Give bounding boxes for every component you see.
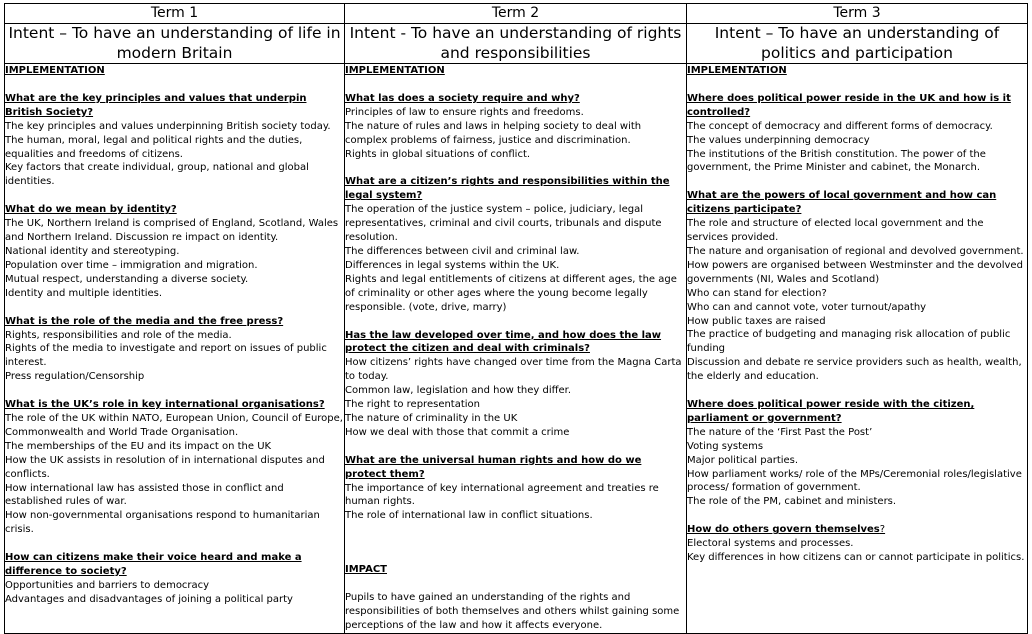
implementation-heading: IMPLEMENTATION xyxy=(5,65,105,76)
section-question: What are the universal human rights and how do we protect them? xyxy=(345,454,642,480)
section-line: Population over time – immigration and migration. xyxy=(5,259,258,271)
section-line: The nature and organisation of regional and devolved government. xyxy=(687,245,1024,257)
section-line: The nature of criminality in the UK xyxy=(345,412,518,424)
section-line: The differences between civil and criminal law. xyxy=(345,245,580,257)
section-line: The practice of budgeting and managing risk allocation of public funding xyxy=(687,329,1011,355)
section-line: Identity and multiple identities. xyxy=(5,287,163,299)
section-line: Who can and cannot vote, voter turnout/apathy xyxy=(687,301,927,313)
section-question: What is the role of the media and the free press? xyxy=(5,315,284,327)
section-question: What are the key principles and values that underpin British Society? xyxy=(5,92,307,118)
section-line: How citizens’ rights have changed over time from the Magna Carta to today. xyxy=(345,357,682,383)
section-line: The values underpinning democracy xyxy=(687,134,870,146)
term-1-title: Term 1 xyxy=(5,4,345,24)
section-line: The role and structure of elected local government and the services provided. xyxy=(687,218,984,244)
section-line: Who can stand for election? xyxy=(687,287,827,299)
intent-row xyxy=(5,24,1028,64)
term-2-intent: Intent - To have an understanding of rights and responsibilities xyxy=(345,24,687,64)
section-question: What are the powers of local government and how can citizens participate? xyxy=(687,190,997,216)
section-line: How non-governmental organisations respond to humanitarian crisis. xyxy=(5,510,320,536)
section-question: How can citizens make their voice heard and make a difference to society? xyxy=(5,552,302,578)
term-3-body xyxy=(687,64,1028,634)
section-question: What las does a society require and why? xyxy=(345,92,580,104)
section-line: The role of the PM, cabinet and ministers. xyxy=(687,496,897,508)
section-question: Where does political power reside with the citizen, parliament or government? xyxy=(687,399,975,424)
section-question: What are a citizen’s rights and responsibilities within the legal system? xyxy=(345,176,670,202)
section-line: Differences in legal systems within the UK. xyxy=(345,259,560,271)
section-line: National identity and stereotyping. xyxy=(5,245,180,257)
section-line: How the UK assists in resolution of in international disputes and conflicts. xyxy=(5,454,325,480)
section-line: Advantages and disadvantages of joining a political party xyxy=(5,593,293,605)
section-question: What do we mean by identity? xyxy=(5,204,177,216)
section-line: Press regulation/Censorship xyxy=(5,371,145,383)
section-line: The UK, Northern Ireland is comprised of England, Scotland, Wales and Northern Ireland. Discussion re impact on identity. xyxy=(5,218,339,244)
section-line: The role of international law in conflict situations. xyxy=(345,510,593,522)
term-3-title: Term 3 xyxy=(687,4,1028,24)
section-line: Major political parties. xyxy=(687,454,799,466)
term-1-body xyxy=(5,64,345,634)
section-line: Key factors that create individual, group, national and global identities. xyxy=(5,162,309,188)
section-line: The operation of the justice system – police, judiciary, legal representatives, criminal and civil courts, tribunals and dispute resolution. xyxy=(345,204,662,244)
section-line: Opportunities and barriers to democracy xyxy=(5,580,210,591)
term-1-intent: Intent – To have an understanding of life in modern Britain xyxy=(5,24,345,64)
section-question: What is the UK’s role in key international organisations? xyxy=(5,399,325,411)
section-line: The key principles and values underpinning British society today. xyxy=(5,120,331,132)
impact-heading: IMPACT xyxy=(345,564,387,576)
section-line: The institutions of the British constitution. The power of the government, the Prime Minister and cabinet, the Monarch. xyxy=(687,148,986,174)
section-line: Rights, responsibilities and role of the media. xyxy=(5,329,232,341)
section-line: Common law, legislation and how they differ. xyxy=(345,385,572,397)
term-3-intent: Intent – To have an understanding of politics and participation xyxy=(687,24,1028,64)
section-question xyxy=(687,523,1027,537)
section-line: How public taxes are raised xyxy=(687,315,826,327)
section-line: How powers are organised between Westminster and the devolved governments (NI, Wales and Scotland) xyxy=(687,259,1023,285)
section-question: Where does political power reside in the UK and how is it controlled? xyxy=(687,92,1011,118)
term-header-row xyxy=(5,4,1028,24)
section-question-text: How do others govern themselves xyxy=(687,524,880,536)
curriculum-table xyxy=(4,3,1028,634)
section-line: Voting systems xyxy=(687,440,764,452)
section-line: Discussion and debate re service providers such as health, wealth, the elderly and education. xyxy=(687,357,1022,383)
section-line: Rights in global situations of conflict. xyxy=(345,148,531,160)
section-line: How we deal with those that commit a crime xyxy=(345,426,570,438)
implementation-heading: IMPLEMENTATION xyxy=(687,65,787,76)
section-line: The right to representation xyxy=(345,399,481,411)
section-line: The nature of rules and laws in helping society to deal with complex problems of fairness, justice and discrimination. xyxy=(345,120,642,146)
section-line: Rights and legal entitlements of citizens at different ages, the age of criminality or other ages where the young become legally responsible. (vote, drive, marry) xyxy=(345,273,677,313)
term-2-body xyxy=(345,64,687,634)
section-line: The role of the UK within NATO, European Union, Council of Europe, Commonwealth and World Trade Organisation. xyxy=(5,413,343,438)
section-line: The memberships of the EU and its impact on the UK xyxy=(5,440,272,452)
implementation-heading: IMPLEMENTATION xyxy=(345,65,445,76)
section-line: Mutual respect, understanding a diverse society. xyxy=(5,273,249,285)
term-2-title: Term 2 xyxy=(345,4,687,24)
section-line: The concept of democracy and different forms of democracy. xyxy=(687,120,993,132)
section-line: Electoral systems and processes. xyxy=(687,538,854,550)
section-line: The importance of key international agreement and treaties re human rights. xyxy=(345,482,659,508)
section-line: How parliament works/ role of the MPs/Ceremonial roles/legislative process/ formation of government. xyxy=(687,468,1022,494)
section-line: Principles of law to ensure rights and freedoms. xyxy=(345,106,584,118)
section-line: Rights of the media to investigate and report on issues of public interest. xyxy=(5,343,327,369)
section-line: How international law has assisted those in conflict and established rules of war. xyxy=(5,482,284,508)
implementation-row xyxy=(5,64,1028,634)
section-line: Key differences in how citizens can or cannot participate in politics. xyxy=(687,552,1025,564)
impact-text: Pupils to have gained an understanding of the rights and responsibilities of both themselves and others whilst gaining some perceptions of the law and how it affects everyone. xyxy=(345,592,680,631)
section-line: The human, moral, legal and political rights and the duties, equalities and freedoms of citizens. xyxy=(5,134,303,160)
section-question: Has the law developed over time, and how does the law protect the citizen and deal with criminals? xyxy=(345,329,662,355)
section-line: The nature of the ‘First Past the Post’ xyxy=(687,426,873,438)
section-question-suffix: ? xyxy=(879,524,886,536)
